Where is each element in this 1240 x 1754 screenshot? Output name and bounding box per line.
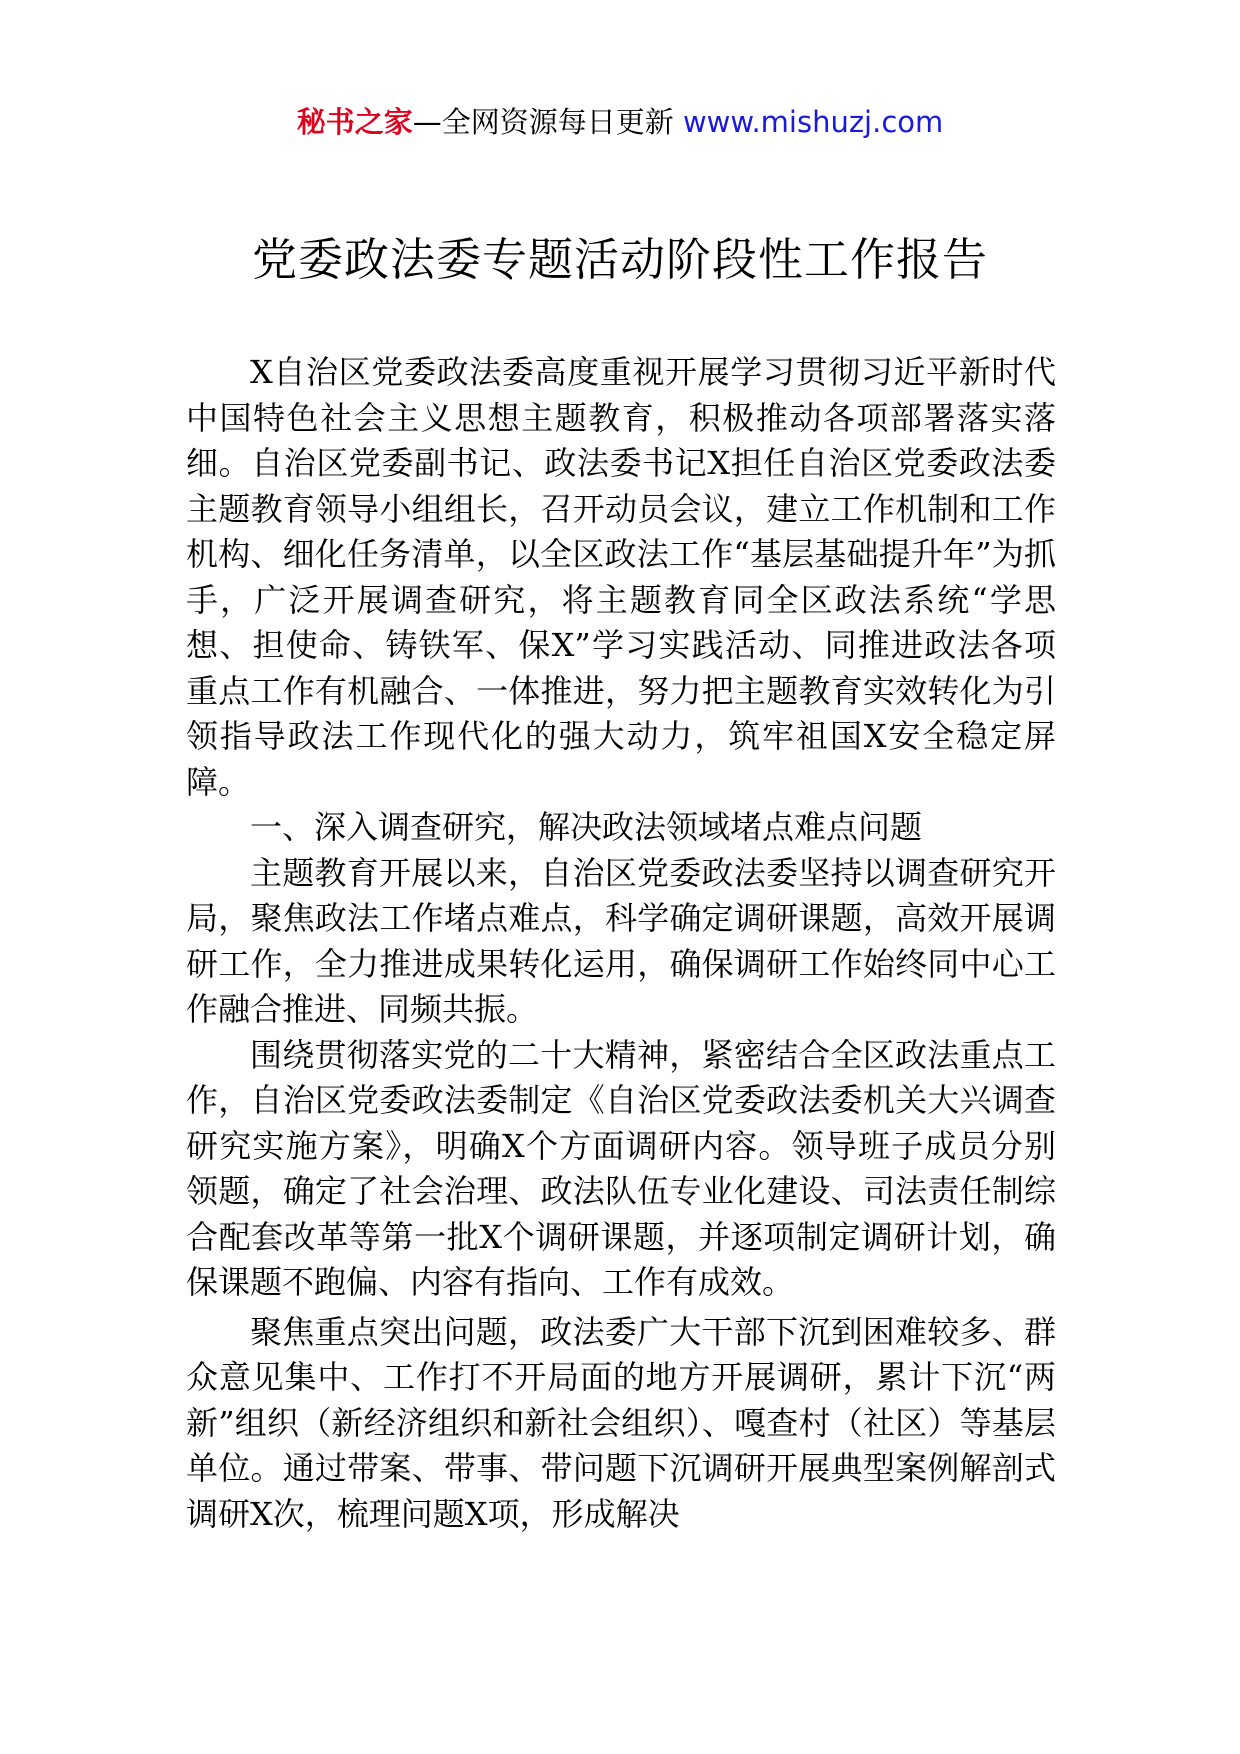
section-heading-1: 一、深入调查研究，解决政法领域堵点难点问题: [250, 808, 923, 846]
site-tagline: —全网资源每日更新: [412, 105, 683, 139]
document-body: [186, 350, 1056, 1537]
site-url-link[interactable]: www.mishuzj.com: [682, 105, 944, 139]
paragraph-research-overview: 主题教育开展以来，自治区党委政法委坚持以调查研究开局，聚焦政法工作堵点难点，科学确定调研课题，高效开展调研工作，全力推进成果转化运用，确保调研工作始终同中心工作融合推进、同频共振。: [186, 853, 1056, 1028]
paragraph-intro: X自治区党委政法委高度重视开展学习贯彻习近平新时代中国特色社会主义思想主题教育，积极推动各项部署落实落细。自治区党委副书记、政法委书记X担任自治区党委政法委主题教育领导小组组长，召开动员会议，建立工作机制和工作机构、细化任务清单，以全区政法工作“基层基础提升年”为抓手，广泛开展调查研究，将主题教育同全区政法系统“学思想、担使命、铸铁军、保X”学习实践活动、同推进政法各项重点工作有机融合、一体推进，努力把主题教育实效转化为引领指导政法工作现代化的强大动力，筑牢祖国X安全稳定屏障。: [186, 353, 1056, 801]
site-brand: 秘书之家: [296, 105, 413, 139]
document-title: 党委政法委专题活动阶段性工作报告: [251, 233, 988, 286]
site-header: [0, 102, 1240, 142]
paragraph-grassroots-research: 聚焦重点突出问题，政法委广大干部下沉到困难较多、群众意见集中、工作打不开局面的地方开展调研，累计下沉“两新”组织（新经济组织和新社会组织）、嘎查村（社区）等基层单位。通过带案、带事、带问题下沉调研开展典型案例解剖式调研X次，梳理问题X项，形成解决: [186, 1312, 1056, 1533]
paragraph-research-plan: 围绕贯彻落实党的二十大精神，紧密结合全区政法重点工作，自治区党委政法委制定《自治区党委政法委机关大兴调查研究实施方案》，明确X个方面调研内容。领导班子成员分别领题，确定了社会治理、政法队伍专业化建设、司法责任制综合配套改革等第一批X个调研课题，并逐项制定调研计划，确保课题不跑偏、内容有指向、工作有成效。: [186, 1035, 1056, 1301]
